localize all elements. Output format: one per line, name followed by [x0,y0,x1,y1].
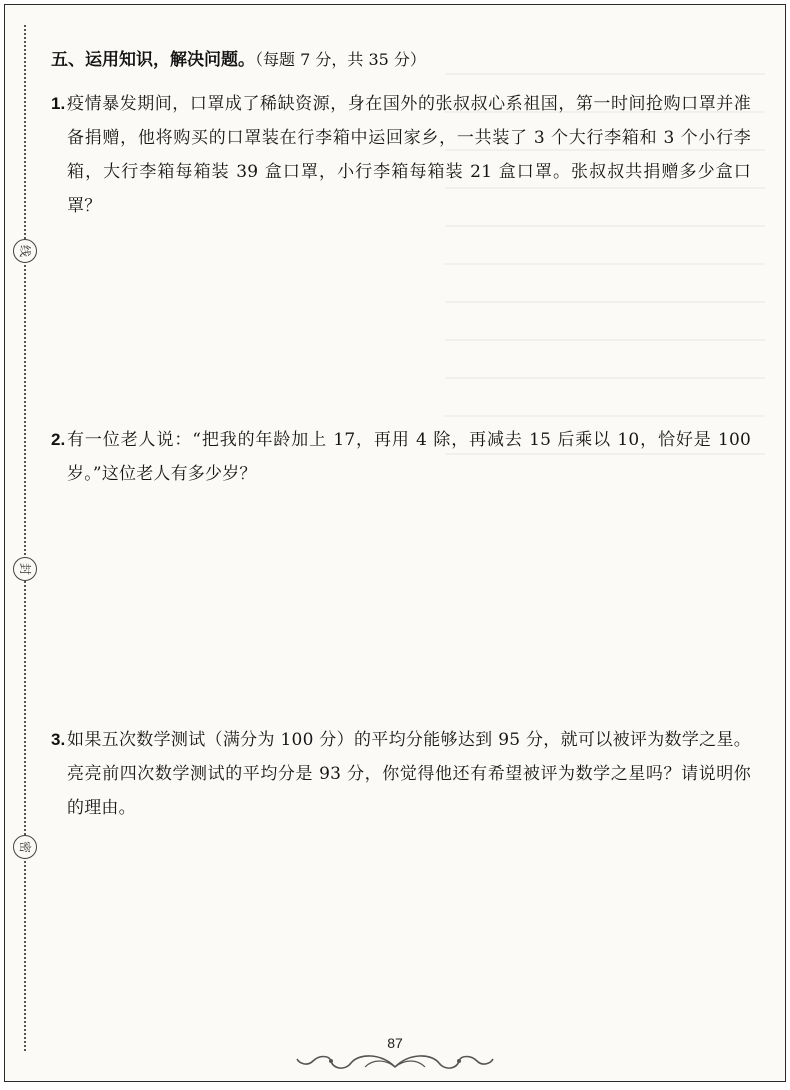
flourish-ornament-icon [295,1049,495,1073]
binding-mark-secret: 密 [13,835,37,859]
question-text: 疫情暴发期间，口罩成了稀缺资源，身在国外的张叔叔心系祖国，第一时间抢购口罩并准备捐赠，他将购买的口罩装在行李箱中运回家乡，一共装了 3 个大行李箱和 3 个小行李箱，大行李箱每箱装 39 盒口罩，小行李箱每箱装 21 盒口罩。张叔叔共捐赠多少盒口罩？ [67,94,751,216]
binding-margin [5,5,41,1081]
dotted-cut-line [24,25,26,1051]
page-content [51,45,751,818]
question-text: 如果五次数学测试（满分为 100 分）的平均分能够达到 95 分，就可以被评为数学之星。亮亮前四次数学测试的平均分是 93 分，你觉得他还有希望被评为数学之星吗？请说明你的理由。 [67,730,751,818]
binding-mark-seal: 封 [13,557,37,581]
page-footer [5,1033,785,1073]
binding-mark-line: 线 [13,239,37,263]
worksheet-page [4,4,786,1082]
question-1 [51,87,751,223]
question-3 [51,723,751,825]
question-text: 有一位老人说：“把我的年龄加上 17，再用 4 除，再减去 15 后乘以 10，恰好是 100 岁。”这位老人有多少岁？ [67,430,751,484]
question-number: 2. [51,430,66,449]
section-score-note: （每题 7 分，共 35 分） [255,50,426,69]
page-number: 87 [387,1035,403,1051]
section-title: 五、运用知识，解决问题。 [51,50,255,70]
question-number: 1. [51,94,66,113]
question-number: 3. [51,730,66,749]
question-2 [51,423,751,491]
section-heading [51,45,751,75]
